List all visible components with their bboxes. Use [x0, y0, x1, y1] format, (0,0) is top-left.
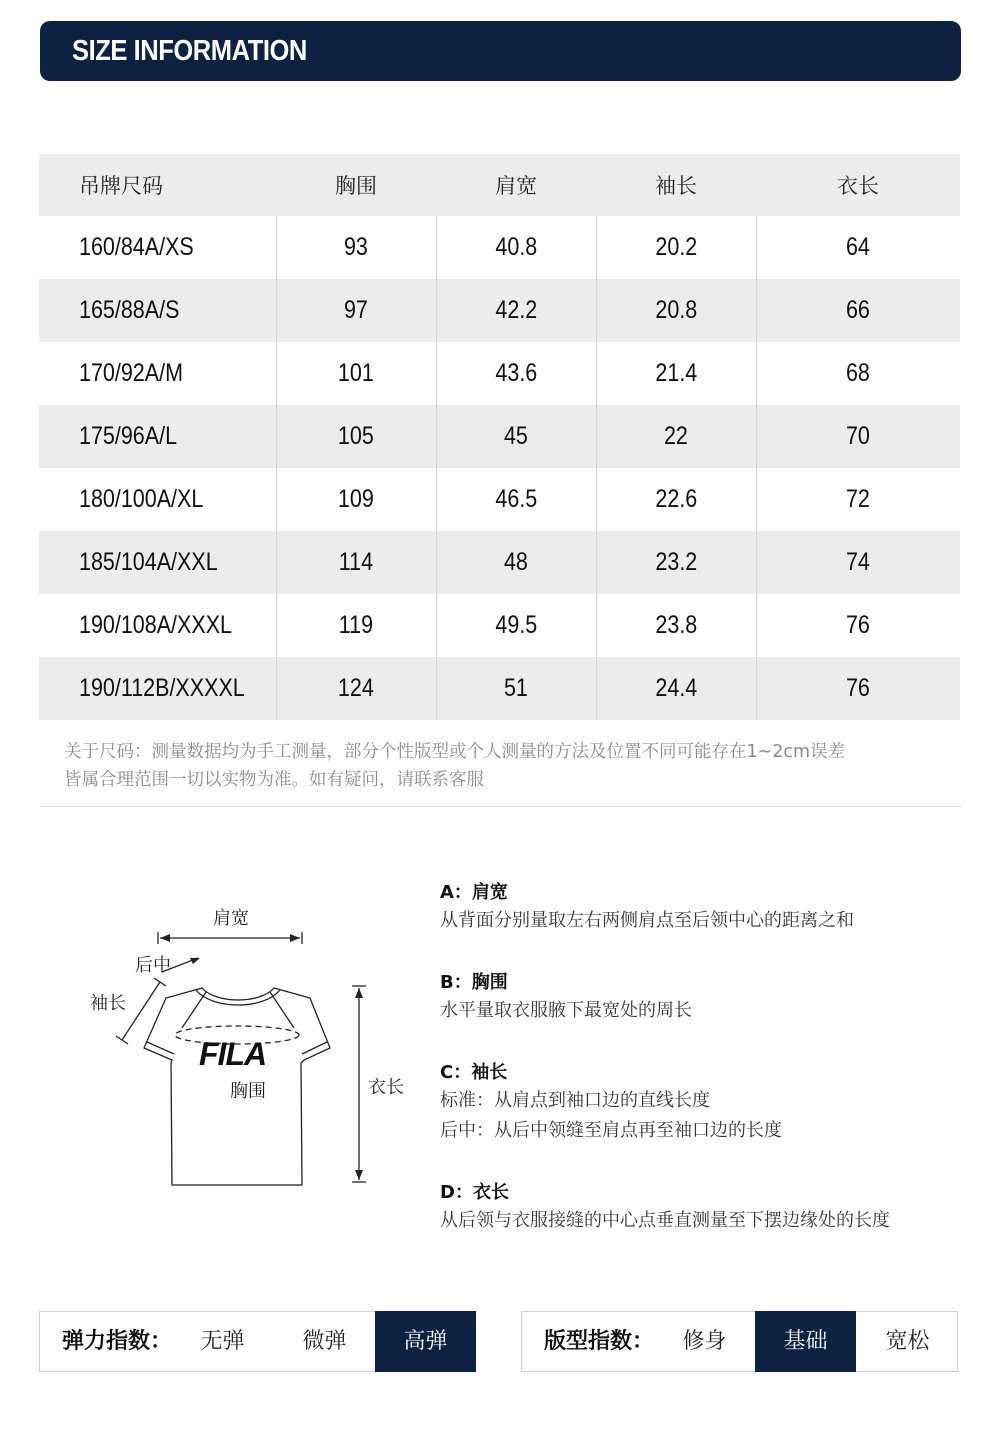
cell-size: 190/108A/XXXL	[79, 611, 233, 639]
cell-length: 64	[756, 216, 960, 279]
cell-shoulder: 43.6	[436, 342, 596, 405]
definition-sleeve	[440, 1060, 980, 1146]
header-length: 衣长	[756, 154, 960, 216]
definition-chest	[440, 970, 980, 1026]
table-row	[39, 405, 960, 468]
header-sleeve: 袖长	[596, 154, 756, 216]
fit-title: 版型指数：	[544, 1329, 655, 1354]
size-table	[39, 154, 960, 720]
cell-chest: 93	[276, 216, 436, 279]
definition-head: B：胸围	[440, 972, 508, 993]
definition-head: D：衣长	[440, 1182, 509, 1203]
table-row	[39, 468, 960, 531]
cell-chest: 119	[276, 594, 436, 657]
elasticity-option-high: 高弹	[375, 1311, 476, 1372]
cell-shoulder: 48	[436, 531, 596, 594]
banner-title: SIZE INFORMATION	[72, 35, 307, 67]
fila-logo: FILA	[199, 1036, 267, 1072]
table-row	[39, 342, 960, 405]
cell-size: 165/88A/S	[39, 279, 276, 342]
table-row	[39, 279, 960, 342]
table-row	[39, 594, 960, 657]
sleeve-label: 袖长	[90, 993, 126, 1014]
cell-sleeve: 21.4	[596, 342, 756, 405]
definition-text: 水平量取衣服腋下最宽处的周长	[440, 1000, 692, 1021]
cell-chest: 124	[276, 657, 436, 720]
fit-option-loose: 宽松	[885, 1329, 930, 1354]
cell-sleeve: 20.2	[596, 216, 756, 279]
cell-shoulder: 45	[436, 405, 596, 468]
cell-length: 66	[756, 279, 960, 342]
definition-head: C：袖长	[440, 1062, 508, 1083]
cell-size: 160/84A/XS	[79, 233, 194, 261]
table-header-row	[39, 154, 960, 216]
fit-index	[521, 1311, 958, 1372]
shoulder-label: 肩宽	[213, 908, 249, 929]
size-note-line-1: 关于尺码：测量数据均为手工测量，部分个性版型或个人测量的方法及位置不同可能存在1~2cm误差	[64, 742, 846, 762]
cell-shoulder: 49.5	[436, 594, 596, 657]
cell-chest: 105	[276, 405, 436, 468]
fit-option-slim: 修身	[682, 1329, 727, 1354]
table-row	[39, 531, 960, 594]
elasticity-index	[39, 1311, 476, 1372]
cell-shoulder: 51	[436, 657, 596, 720]
cell-size: 190/112B/XXXXL	[39, 657, 276, 720]
definition-shoulder	[440, 880, 980, 936]
cell-length: 74	[756, 531, 960, 594]
chest-label: 胸围	[230, 1081, 266, 1102]
definition-head: A：肩宽	[440, 882, 508, 903]
cell-sleeve: 23.2	[596, 531, 756, 594]
cell-size: 185/104A/XXL	[39, 531, 276, 594]
size-note	[64, 738, 964, 794]
cell-length: 68	[756, 342, 960, 405]
elasticity-option-none: 无弹	[200, 1329, 245, 1354]
length-label: 衣长	[368, 1077, 404, 1098]
table-row	[39, 657, 960, 720]
cell-chest: 109	[276, 468, 436, 531]
cell-sleeve: 22	[596, 405, 756, 468]
cell-size: 170/92A/M	[79, 359, 183, 387]
definition-text: 从后领与衣服接缝的中心点垂直测量至下摆边缘处的长度	[440, 1210, 890, 1231]
cell-shoulder: 42.2	[436, 279, 596, 342]
cell-chest: 114	[276, 531, 436, 594]
cell-sleeve: 22.6	[596, 468, 756, 531]
cell-chest: 101	[276, 342, 436, 405]
table-row	[39, 216, 960, 279]
size-info-banner	[40, 21, 961, 81]
header-tag-size: 吊牌尺码	[39, 154, 276, 216]
cell-shoulder: 46.5	[436, 468, 596, 531]
header-shoulder: 肩宽	[436, 154, 596, 216]
elasticity-option-slight: 微弹	[302, 1329, 347, 1354]
cell-size: 175/96A/L	[39, 405, 276, 468]
definition-text: 从背面分别量取左右两侧肩点至后领中心的距离之和	[440, 910, 854, 931]
elasticity-title: 弹力指数：	[62, 1329, 173, 1354]
cell-length: 76	[756, 657, 960, 720]
cell-shoulder: 40.8	[436, 216, 596, 279]
definition-text: 标准：从肩点到袖口边的直线长度	[440, 1090, 710, 1111]
tshirt-diagram	[60, 880, 440, 1210]
cell-chest: 97	[276, 279, 436, 342]
divider	[40, 806, 961, 807]
header-chest: 胸围	[276, 154, 436, 216]
fit-option-regular: 基础	[755, 1311, 856, 1372]
cell-length: 70	[756, 405, 960, 468]
cell-size: 180/100A/XL	[79, 485, 204, 513]
cell-sleeve: 20.8	[596, 279, 756, 342]
definition-length	[440, 1180, 980, 1236]
cell-length: 76	[756, 594, 960, 657]
definition-text: 后中：从后中领缝至肩点再至袖口边的长度	[440, 1120, 782, 1141]
back-center-label: 后中	[135, 955, 171, 976]
cell-sleeve: 23.8	[596, 594, 756, 657]
cell-length: 72	[756, 468, 960, 531]
size-note-line-2: 皆属合理范围一切以实物为准。如有疑问，请联系客服	[64, 770, 484, 790]
cell-sleeve: 24.4	[596, 657, 756, 720]
